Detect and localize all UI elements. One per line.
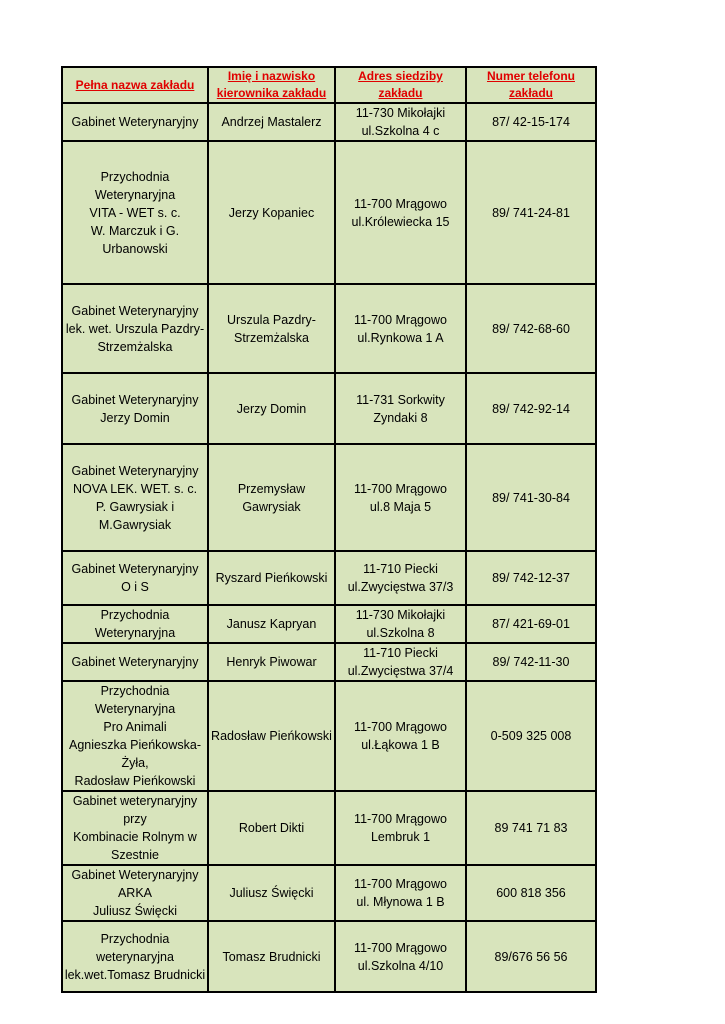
address-cell: 11-700 Mrągowo ul.Szkolna 4/10 (335, 921, 466, 992)
facility-name-cell: Przychodnia weterynaryjna lek.wet.Tomasz Brudnicki (62, 921, 208, 992)
manager-name-cell: Urszula Pazdry- Strzemżalska (208, 284, 335, 373)
table-row (62, 681, 596, 791)
table-row (62, 284, 596, 373)
facility-name-cell: Gabinet Weterynaryjny (62, 643, 208, 681)
address-cell: 11-700 Mrągowo ul.Rynkowa 1 A (335, 284, 466, 373)
manager-name-cell: Jerzy Domin (208, 373, 335, 444)
address-cell: 11-700 Mrągowo ul.8 Maja 5 (335, 444, 466, 551)
phone-cell: 600 818 356 (466, 865, 596, 921)
vet-clinics-table (61, 66, 597, 993)
table-row (62, 865, 596, 921)
facility-name-cell: Gabinet Weterynaryjny ARKA Juliusz Święcki (62, 865, 208, 921)
facility-name-cell: Przychodnia Weterynaryjna VITA - WET s. c. W. Marczuk i G. Urbanowski (62, 141, 208, 284)
manager-name-cell: Janusz Kapryan (208, 605, 335, 643)
phone-cell: 89/ 742-12-37 (466, 551, 596, 605)
facility-name-cell: Gabinet Weterynaryjny lek. wet. Urszula Pazdry- Strzemżalska (62, 284, 208, 373)
table-row (62, 791, 596, 865)
address-cell: 11-700 Mrągowo Lembruk 1 (335, 791, 466, 865)
address-cell: 11-730 Mikołajki ul.Szkolna 4 c (335, 103, 466, 141)
manager-name-cell: Robert Dikti (208, 791, 335, 865)
manager-name-cell: Radosław Pieńkowski (208, 681, 335, 791)
address-cell: 11-710 Piecki ul.Zwycięstwa 37/4 (335, 643, 466, 681)
address-cell: 11-731 Sorkwity Zyndaki 8 (335, 373, 466, 444)
table-row (62, 605, 596, 643)
table-row (62, 141, 596, 284)
address-cell: 11-700 Mrągowo ul. Młynowa 1 B (335, 865, 466, 921)
facility-name-cell: Gabinet Weterynaryjny NOVA LEK. WET. s. c. P. Gawrysiak i M.Gawrysiak (62, 444, 208, 551)
manager-name-cell: Przemysław Gawrysiak (208, 444, 335, 551)
header-row (62, 67, 596, 103)
facility-name-cell: Gabinet weterynaryjny przy Kombinacie Rolnym w Szestnie (62, 791, 208, 865)
phone-cell: 89/ 741-30-84 (466, 444, 596, 551)
phone-cell: 87/ 42-15-174 (466, 103, 596, 141)
phone-cell: 89/676 56 56 (466, 921, 596, 992)
table-row (62, 373, 596, 444)
facility-name-cell: Gabinet Weterynaryjny O i S (62, 551, 208, 605)
phone-cell: 89 741 71 83 (466, 791, 596, 865)
table-row (62, 444, 596, 551)
header-phone: Numer telefonu zakładu (466, 67, 596, 103)
table-row (62, 551, 596, 605)
facility-name-cell: Gabinet Weterynaryjny Jerzy Domin (62, 373, 208, 444)
phone-cell: 89/ 742-68-60 (466, 284, 596, 373)
table-row (62, 921, 596, 992)
manager-name-cell: Ryszard Pieńkowski (208, 551, 335, 605)
header-facility-name: Pełna nazwa zakładu (62, 67, 208, 103)
address-cell: 11-700 Mrągowo ul.Królewiecka 15 (335, 141, 466, 284)
header-manager-name: Imię i nazwisko kierownika zakładu (208, 67, 335, 103)
address-cell: 11-700 Mrągowo ul.Łąkowa 1 B (335, 681, 466, 791)
table-row (62, 643, 596, 681)
phone-cell: 89/ 742-92-14 (466, 373, 596, 444)
phone-cell: 89/ 742-11-30 (466, 643, 596, 681)
manager-name-cell: Jerzy Kopaniec (208, 141, 335, 284)
header-address: Adres siedziby zakładu (335, 67, 466, 103)
manager-name-cell: Andrzej Mastalerz (208, 103, 335, 141)
facility-name-cell: Gabinet Weterynaryjny (62, 103, 208, 141)
facility-name-cell: Przychodnia Weterynaryjna (62, 605, 208, 643)
phone-cell: 0-509 325 008 (466, 681, 596, 791)
manager-name-cell: Juliusz Święcki (208, 865, 335, 921)
phone-cell: 89/ 741-24-81 (466, 141, 596, 284)
address-cell: 11-710 Piecki ul.Zwycięstwa 37/3 (335, 551, 466, 605)
manager-name-cell: Henryk Piwowar (208, 643, 335, 681)
facility-name-cell: Przychodnia Weterynaryjna Pro Animali Agnieszka Pieńkowska- Żyła, Radosław Pieńkowski (62, 681, 208, 791)
phone-cell: 87/ 421-69-01 (466, 605, 596, 643)
table-row (62, 103, 596, 141)
manager-name-cell: Tomasz Brudnicki (208, 921, 335, 992)
address-cell: 11-730 Mikołajki ul.Szkolna 8 (335, 605, 466, 643)
